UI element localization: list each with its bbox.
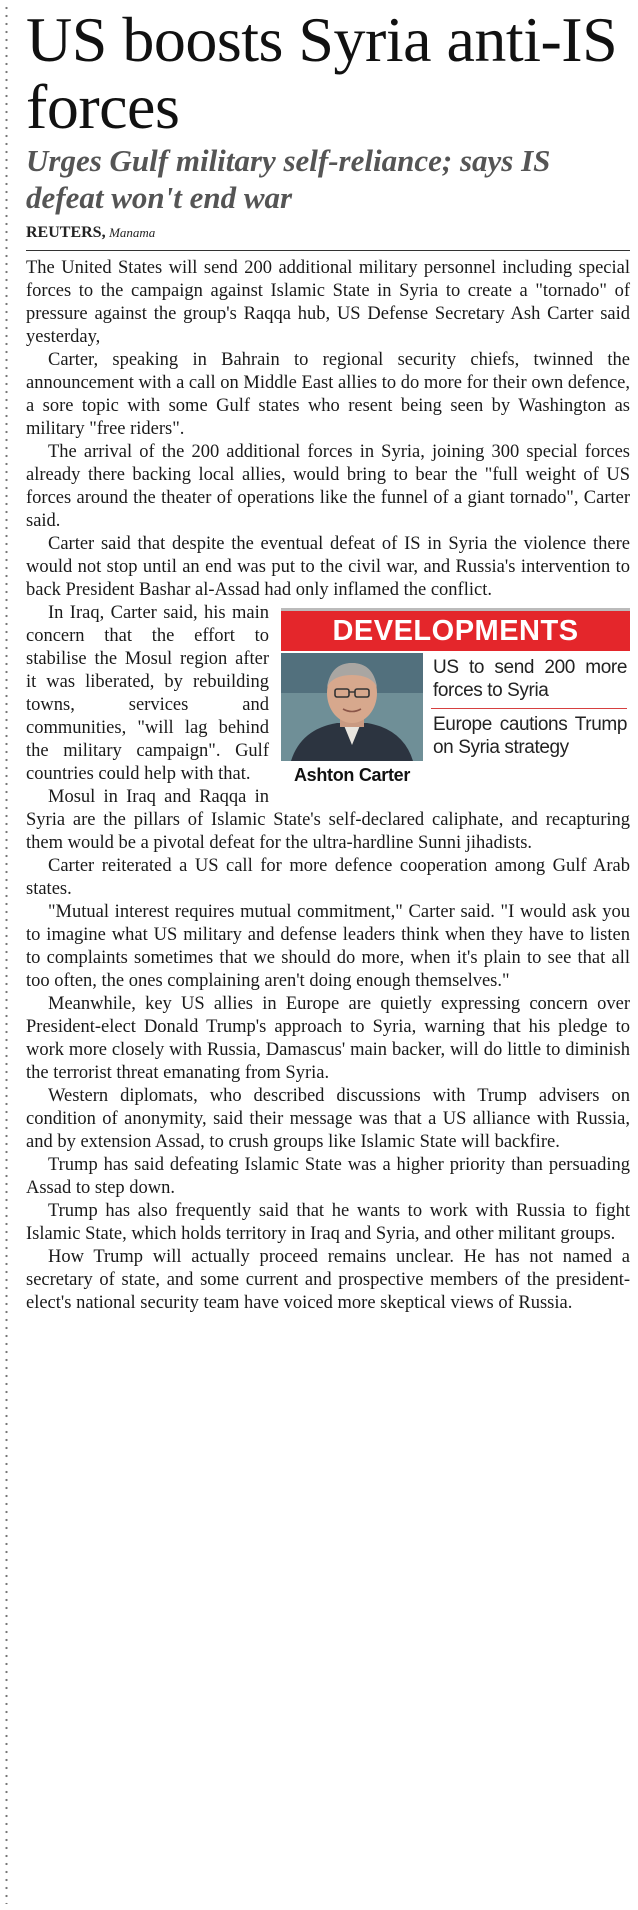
dotted-column-rule xyxy=(5,4,8,1904)
paragraph: Trump has also frequently said that he wants to work with Russia to fight Islamic State, which holds territory in Iraq and Syria, and other militant groups. xyxy=(26,1201,630,1244)
development-item: US to send 200 more forces to Syria xyxy=(433,657,627,701)
headline: US boosts Syria anti-IS forces xyxy=(26,4,618,142)
portrait-image xyxy=(281,653,423,761)
divider xyxy=(26,250,630,251)
developments-list xyxy=(431,652,627,765)
paragraph: Western diplomats, who described discussions with Trump advisers on condition of anonymity, said their message was that a US alliance with Russia, and by extension Assad, to crush groups like Islamic State will backfire. xyxy=(26,1086,630,1152)
paragraph: Mosul in Iraq and Raqqa in Syria are the pillars of Islamic State's self-declared caliphate, and recapturing them would be a pivotal defeat for the ultra-hardline Sunni jihadists. xyxy=(26,787,630,853)
byline xyxy=(26,224,630,243)
developments-title: DEVELOPMENTS xyxy=(281,608,630,651)
paragraph: Carter, speaking in Bahrain to regional security chiefs, twinned the announcement with a call on Middle East allies to do more for their own defence, a sore topic with some Gulf states who resent being seen by Washington as military "free riders". xyxy=(26,350,630,439)
portrait-photo xyxy=(281,653,423,761)
news-article xyxy=(26,0,630,1315)
paragraph: The arrival of the 200 additional forces in Syria, joining 300 special forces already there backing local allies, would bring to bear the "full weight of US forces around the theater of operations like the funnel of a giant tornado", Carter said. xyxy=(26,442,630,531)
paragraph: Carter said that despite the eventual defeat of IS in Syria the violence there would not stop until an end was put to the civil war, and Russia's intervention to back President Bashar al-Assad had only inflamed the conflict. xyxy=(26,534,630,600)
news-agency: REUTERS, xyxy=(26,224,106,241)
development-item: Europe cautions Trump on Syria strategy xyxy=(431,708,627,765)
paragraph: Carter reiterated a US call for more defence cooperation among Gulf Arab states. xyxy=(26,856,630,899)
paragraph: Trump has said defeating Islamic State was a higher priority than persuading Assad to step down. xyxy=(26,1155,630,1198)
paragraph: The United States will send 200 additional military personnel including special forces to the campaign against Islamic State in Syria to create a "tornado" of pressure against the group's Raqqa hub, US Defense Secretary Ash Carter said yesterday, xyxy=(26,258,630,347)
paragraph: Meanwhile, key US allies in Europe are quietly expressing concern over President-elect Donald Trump's approach to Syria, warning that his pledge to work more closely with Russia, Damascus' main backer, will do little to diminish the terrorist threat emanating from Syria. xyxy=(26,994,630,1083)
paragraph: "Mutual interest requires mutual commitment," Carter said. "I would ask you to imagine what US military and defense leaders think when they have to listen to complaints sometimes that we should do more, when it's plain to see that all too often, the ones complaining aren't doing enough themselves." xyxy=(26,902,630,991)
article-body xyxy=(26,257,630,1315)
paragraph: How Trump will actually proceed remains unclear. He has not named a secretary of state, and some current and prospective members of the president-elect's national security team have voiced more skeptical views of Russia. xyxy=(26,1247,630,1313)
subheadline: Urges Gulf military self-reliance; says IS defeat won't end war xyxy=(26,143,551,215)
paragraph: In Iraq, Carter said, his main concern that the effort to stabilise the Mosul region after it was liberated, by rebuilding towns, services and communities, "will lag behind the military campaign". Gulf countries could help with that. xyxy=(26,603,269,784)
dateline: Manama xyxy=(109,225,156,240)
photo-caption: Ashton Carter xyxy=(293,765,411,785)
developments-box xyxy=(281,608,630,790)
